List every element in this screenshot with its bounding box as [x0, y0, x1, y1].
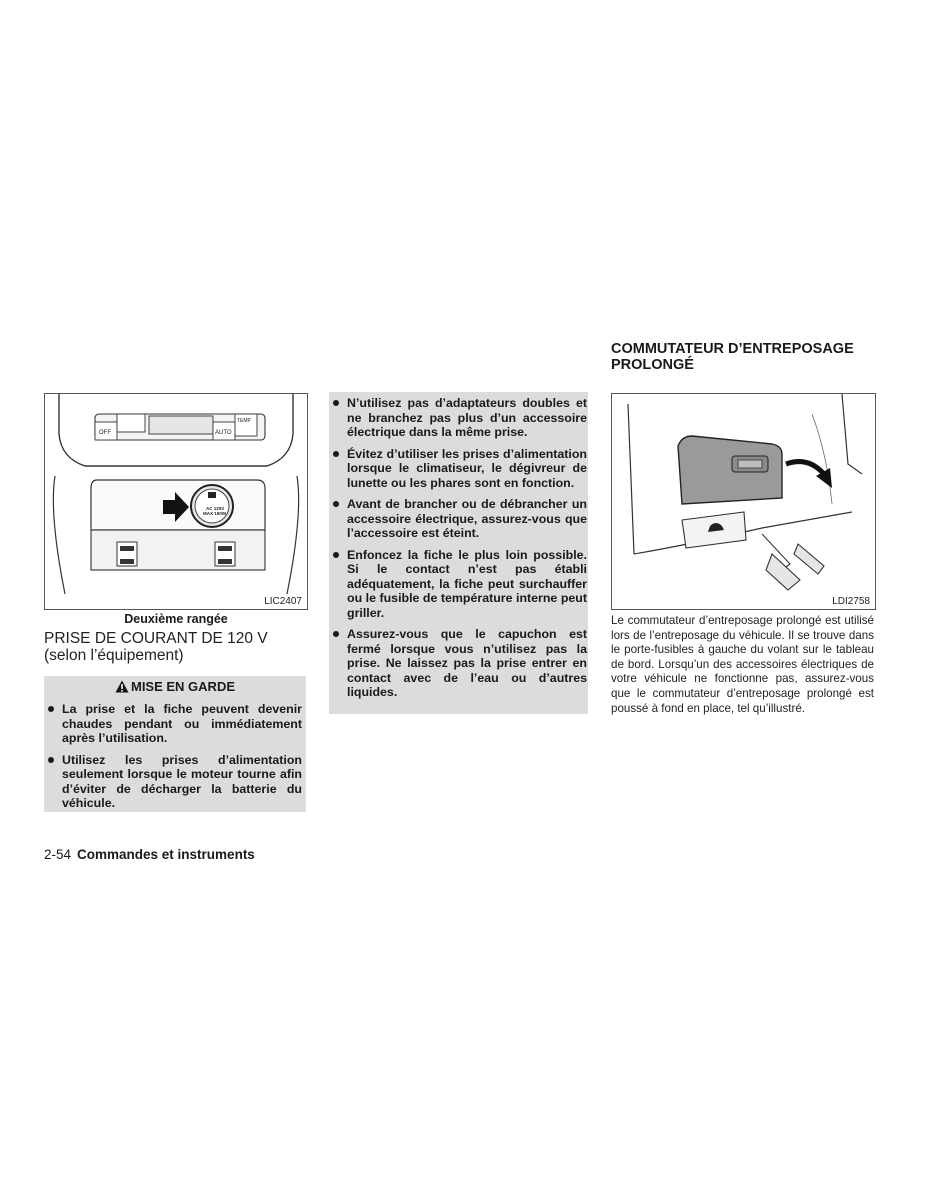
warning-triangle-icon: [115, 678, 129, 700]
list-item: [329, 548, 587, 621]
bullet-icon: [48, 757, 54, 763]
list-item-text: Assurez-vous que le capuchon est fermé lorsque vous n’utilisez pas la prise. Ne laissez pas la prise entrer en contact avec de l’eau ou d’autres liquides.: [347, 627, 587, 699]
figure-code-label: LIC2407: [264, 596, 302, 607]
warning-box: [44, 676, 306, 812]
list-item-text: Utilisez les prises d’alimentation seulement lorsque le moteur tourne afin d’éviter de décharger la batterie du véhicule.: [62, 752, 302, 810]
outlet-rating-line2: MAX 150W: [203, 511, 227, 516]
footer-section-name: Commandes et instruments: [77, 847, 255, 862]
list-item: [329, 627, 587, 700]
power-outlet-illustration: [44, 393, 308, 610]
list-item: [44, 753, 302, 811]
warning-continuation-box: [329, 392, 588, 714]
bullet-icon: [333, 631, 339, 637]
list-item-text: Enfoncez la fiche le plus loin possible. Si le contact n’est pas établi adéquatement, la fiche peut surchauffer ou le fusible de température interne peut griller.: [347, 547, 587, 620]
storage-switch-illustration: [611, 393, 876, 610]
bullet-icon: [333, 451, 339, 457]
figure-caption: Deuxième rangée: [124, 612, 228, 626]
fuse-box-drawing: [612, 394, 875, 609]
panel-temp-label: TEMP: [237, 418, 251, 424]
bullet-icon: [48, 706, 54, 712]
panel-auto-label: AUTO: [215, 430, 232, 436]
figure-code-label: LDI2758: [832, 596, 870, 607]
list-item: [329, 497, 587, 541]
list-item-text: La prise et la fiche peuvent devenir chaudes pendant ou immédiatement après l’utilisation.: [62, 702, 302, 745]
warning-list: [44, 702, 306, 818]
bullet-icon: [333, 552, 339, 558]
outlet-rating-line1: AC 120V: [206, 506, 225, 511]
list-item: [329, 396, 587, 440]
warning-title: MISE EN GARDE: [130, 679, 235, 694]
list-item-text: N’utilisez pas d’adaptateurs doubles et ne branchez pas plus d’un accessoire électrique dans la même prise.: [347, 396, 587, 439]
section-title-storage-switch: [611, 341, 881, 373]
section-title-line2: PROLONGÉ: [611, 357, 694, 373]
warning-heading: [44, 676, 306, 698]
bullet-icon: [333, 400, 339, 406]
panel-off-label: OFF: [99, 430, 111, 436]
page-footer: [44, 847, 255, 862]
bullet-icon: [333, 501, 339, 507]
list-item: [329, 447, 587, 491]
list-item-text: Avant de brancher ou de débrancher un accessoire électrique, assurez-vous que l’accessoire est éteint.: [347, 497, 587, 540]
storage-switch-description: Le commutateur d’entreposage prolongé est utilisé lors de l’entreposage du véhicule. Il se trouve dans le porte-fusibles à gauche du volant sur le tableau de bord. Lorsqu’un des accessoires électriques de votre véhicule ne fonctionne pas, assurez-vous que le commutateur d’entreposage prolongé est poussé à fond en place, tel qu’illustré.: [611, 614, 874, 715]
list-item-text: Évitez d’utiliser les prises d’alimentation lorsque le climatiseur, le dégivreur de lunette ou les phares sont en fonction.: [347, 446, 587, 490]
list-item: [44, 702, 302, 746]
page-number: 2-54: [44, 847, 72, 862]
section-subtitle: (selon l’équipement): [44, 647, 184, 664]
console-drawing: [45, 394, 307, 609]
section-title: PRISE DE COURANT DE 120 V: [44, 630, 268, 647]
section-title-line1: COMMUTATEUR D’ENTREPOSAGE: [611, 341, 854, 357]
warning-list-continued: [329, 396, 587, 707]
